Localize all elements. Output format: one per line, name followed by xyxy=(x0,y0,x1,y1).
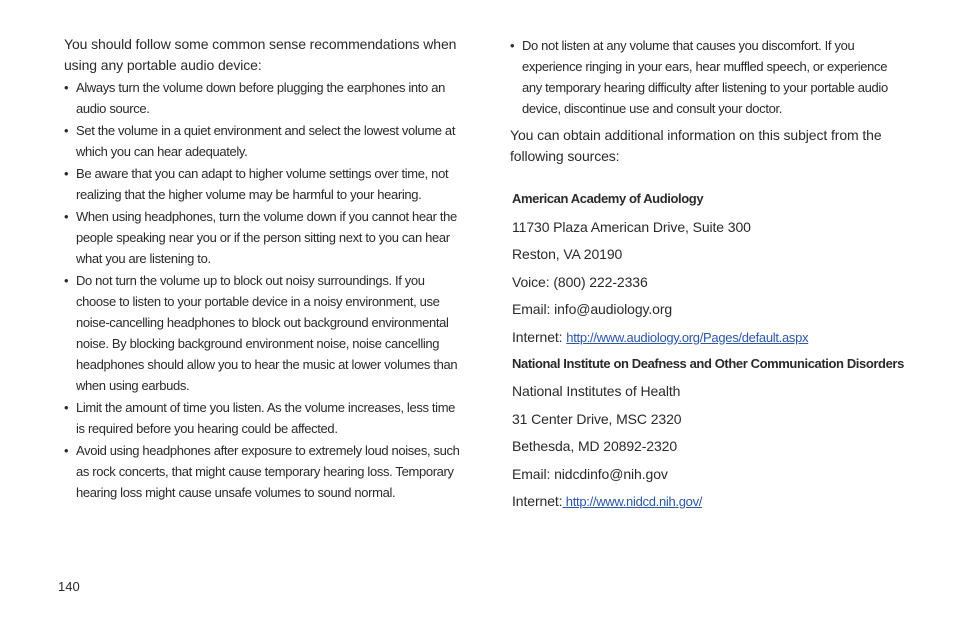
org-email: Email: info@audiology.org xyxy=(512,301,673,317)
nidcd-link[interactable]: http://www.nidcd.nih.gov/ xyxy=(562,494,703,509)
list-item: • Set the volume in a quiet environment and select the lowest volume at which you can hear adequately. xyxy=(64,120,464,162)
org-address-line: 11730 Plaza American Drive, Suite 300 xyxy=(512,218,751,235)
list-item: • When using headphones, turn the volume down if you cannot hear the people speaking near you or if the person sitting next to you can hear what you are listening to. xyxy=(64,206,464,269)
org-address-line: 31 Center Drive, MSC 2320 xyxy=(512,410,682,427)
bullet-icon: • xyxy=(64,443,69,458)
org-internet xyxy=(510,491,910,512)
org-heading-aaa: American Academy of Audiology xyxy=(512,191,704,206)
list-item: • Do not turn the volume up to block out noisy surroundings. If you choose to listen to your portable device in a noisy environment, use noise-cancelling headphones to block out background environmental noise. By blocking background environment noise, noise cancelling headphones should allow you to hear the music at lower volumes than when using earbuds. xyxy=(64,270,464,396)
org-address-city: Reston, VA 20190 xyxy=(512,246,623,262)
list-item: • Do not listen at any volume that causes you discomfort. If you experience ringing in your ears, hear muffled speech, or experience any temporary hearing difficulty after listening to your portable audio device, discontinue use and consult your doctor. xyxy=(510,35,910,119)
recommendations-list xyxy=(64,77,464,503)
left-column xyxy=(64,34,464,503)
org-voice: Voice: (800) 222-2336 xyxy=(512,273,648,290)
org-email: Email: nidcdinfo@nih.gov xyxy=(512,465,668,482)
bullet-icon: • xyxy=(510,38,515,53)
bullet-icon: • xyxy=(64,400,69,415)
page-number: 140 xyxy=(58,579,80,594)
list-item: • Be aware that you can adapt to higher volume settings over time, not realizing that the higher volume may be harmful to your hearing. xyxy=(64,163,464,205)
bullet-icon: • xyxy=(64,166,69,181)
list-item: • Always turn the volume down before plugging the earphones into an audio source. xyxy=(64,77,464,119)
bullet-icon: • xyxy=(64,80,69,95)
info-paragraph: You can obtain additional information on this subject from the following sources: xyxy=(510,127,882,164)
org-heading-nidcd: National Institute on Deafness and Other Communication Disorders xyxy=(512,355,904,371)
bullet-icon: • xyxy=(64,209,69,224)
internet-label: Internet: xyxy=(512,493,563,509)
right-column xyxy=(510,34,910,512)
internet-label: Internet: xyxy=(512,328,567,345)
audiology-link[interactable]: http://www.audiology.org/Pages/default.aspx xyxy=(566,329,809,345)
bullet-icon: • xyxy=(64,123,69,138)
org-internet xyxy=(510,327,910,348)
org-name-line: National Institutes of Health xyxy=(512,383,681,399)
org-address-city: Bethesda, MD 20892-2320 xyxy=(512,438,678,454)
list-item: • Avoid using headphones after exposure to extremely loud noises, such as rock concerts, that might cause temporary hearing loss. Temporary hearing loss might cause unsafe volumes to sound normal. xyxy=(64,440,464,503)
bullet-icon: • xyxy=(64,273,69,288)
intro-paragraph: You should follow some common sense recommendations when using any portable audio device: xyxy=(64,36,457,73)
list-item: • Limit the amount of time you listen. As the volume increases, less time is required before you hearing could be affected. xyxy=(64,397,464,439)
recommendations-list-continued xyxy=(510,35,910,119)
